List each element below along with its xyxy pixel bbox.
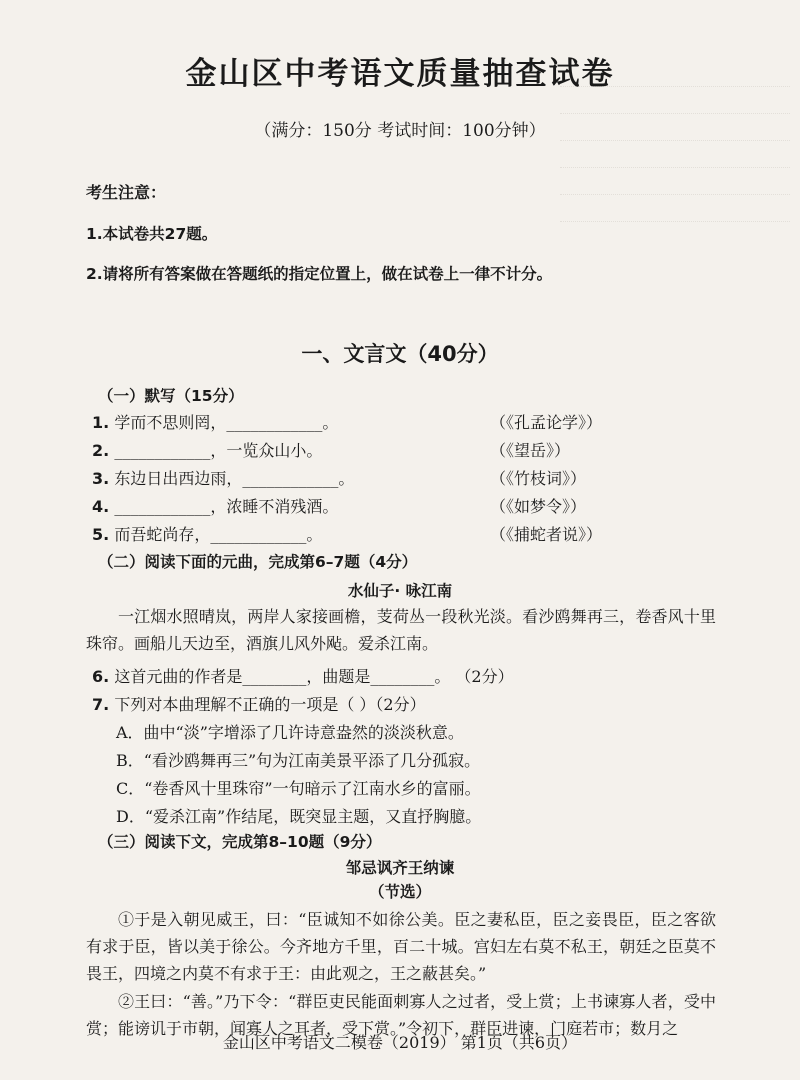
exam-meta: （满分：150分 考试时间：100分钟） [254, 121, 546, 141]
part-1-heading: （一）默写（15分） [98, 387, 244, 405]
question-6: 6. 这首元曲的作者是________，曲题是________。 （2分） [92, 667, 514, 686]
part-3-heading: （三）阅读下文，完成第8–10题（9分） [98, 833, 382, 851]
question-7: 7. 下列对本曲理解不正确的一项是（ ）（2分） [92, 695, 426, 714]
question-2-source: （《望岳》） [490, 441, 571, 460]
part-2-heading: （二）阅读下面的元曲，完成第6–7题（4分） [98, 553, 418, 571]
question-5: 5. 而吾蛇尚存，____________。 [92, 525, 323, 544]
passage-title: 邹忌讽齐王纳谏 [345, 859, 455, 877]
section-heading: 一、文言文（40分） [301, 342, 499, 366]
question-4: 4. ____________，浓睡不消残酒。 [92, 497, 339, 516]
exam-title: 金山区中考语文质量抽查试卷 [185, 56, 615, 92]
option-b: B．“看沙鸥舞再三”句为江南美景平添了几分孤寂。 [116, 751, 481, 770]
passage-paragraph-2: ②王曰：“善。”乃下令：“群臣吏民能面刺寡人之过者，受上赏；上书谏寡人者，受中赏；能谤讥于市朝，闻寡人之耳者，受下赏。”令初下，群臣进谏，门庭若市；数月之 [86, 992, 716, 1038]
poem-text: 一江烟水照晴岚，两岸人家接画檐，芰荷丛一段秋光淡。看沙鸥舞再三，卷香风十里珠帘。画船儿天边至，酒旗儿风外飐。爱杀江南。 [86, 607, 716, 653]
option-d: D．“爱杀江南”作结尾，既突显主题，又直抒胸臆。 [116, 807, 482, 826]
question-5-source: （《捕蛇者说》） [490, 525, 603, 544]
question-2: 2. ____________，一览众山小。 [92, 441, 323, 460]
option-a: A．曲中“淡”字增添了几许诗意盎然的淡淡秋意。 [116, 723, 464, 742]
option-c: C．“卷香风十里珠帘”一句暗示了江南水乡的富丽。 [116, 779, 481, 798]
passage-excerpt-note: （节选） [368, 883, 431, 901]
question-3: 3. 东边日出西边雨，____________。 [92, 469, 355, 488]
page-footer: 金山区中考语文二模卷（2019） 第1页（共6页） [222, 1033, 578, 1052]
question-1: 1. 学而不思则罔，____________。 [92, 413, 339, 432]
notice-item-2: 2.请将所有答案做在答题纸的指定位置上，做在试卷上一律不计分。 [86, 265, 553, 283]
passage-paragraph-1: ①于是入朝见威王，曰：“臣诚知不如徐公美。臣之妻私臣，臣之妾畏臣，臣之客欲有求于臣，皆以美于徐公。今齐地方千里，百二十城。宫妇左右莫不私王，朝廷之臣莫不畏王，四境之内莫不有求于王：由此观之，王之蔽甚矣。” [86, 910, 716, 983]
notice-item-1: 1.本试卷共27题。 [86, 225, 218, 243]
question-3-source: （《竹枝词》） [490, 469, 587, 488]
poem-title: 水仙子· 咏江南 [347, 582, 453, 600]
question-1-source: （《孔孟论学》） [490, 413, 603, 432]
question-4-source: （《如梦令》） [490, 497, 587, 516]
notice-heading: 考生注意： [86, 183, 167, 202]
